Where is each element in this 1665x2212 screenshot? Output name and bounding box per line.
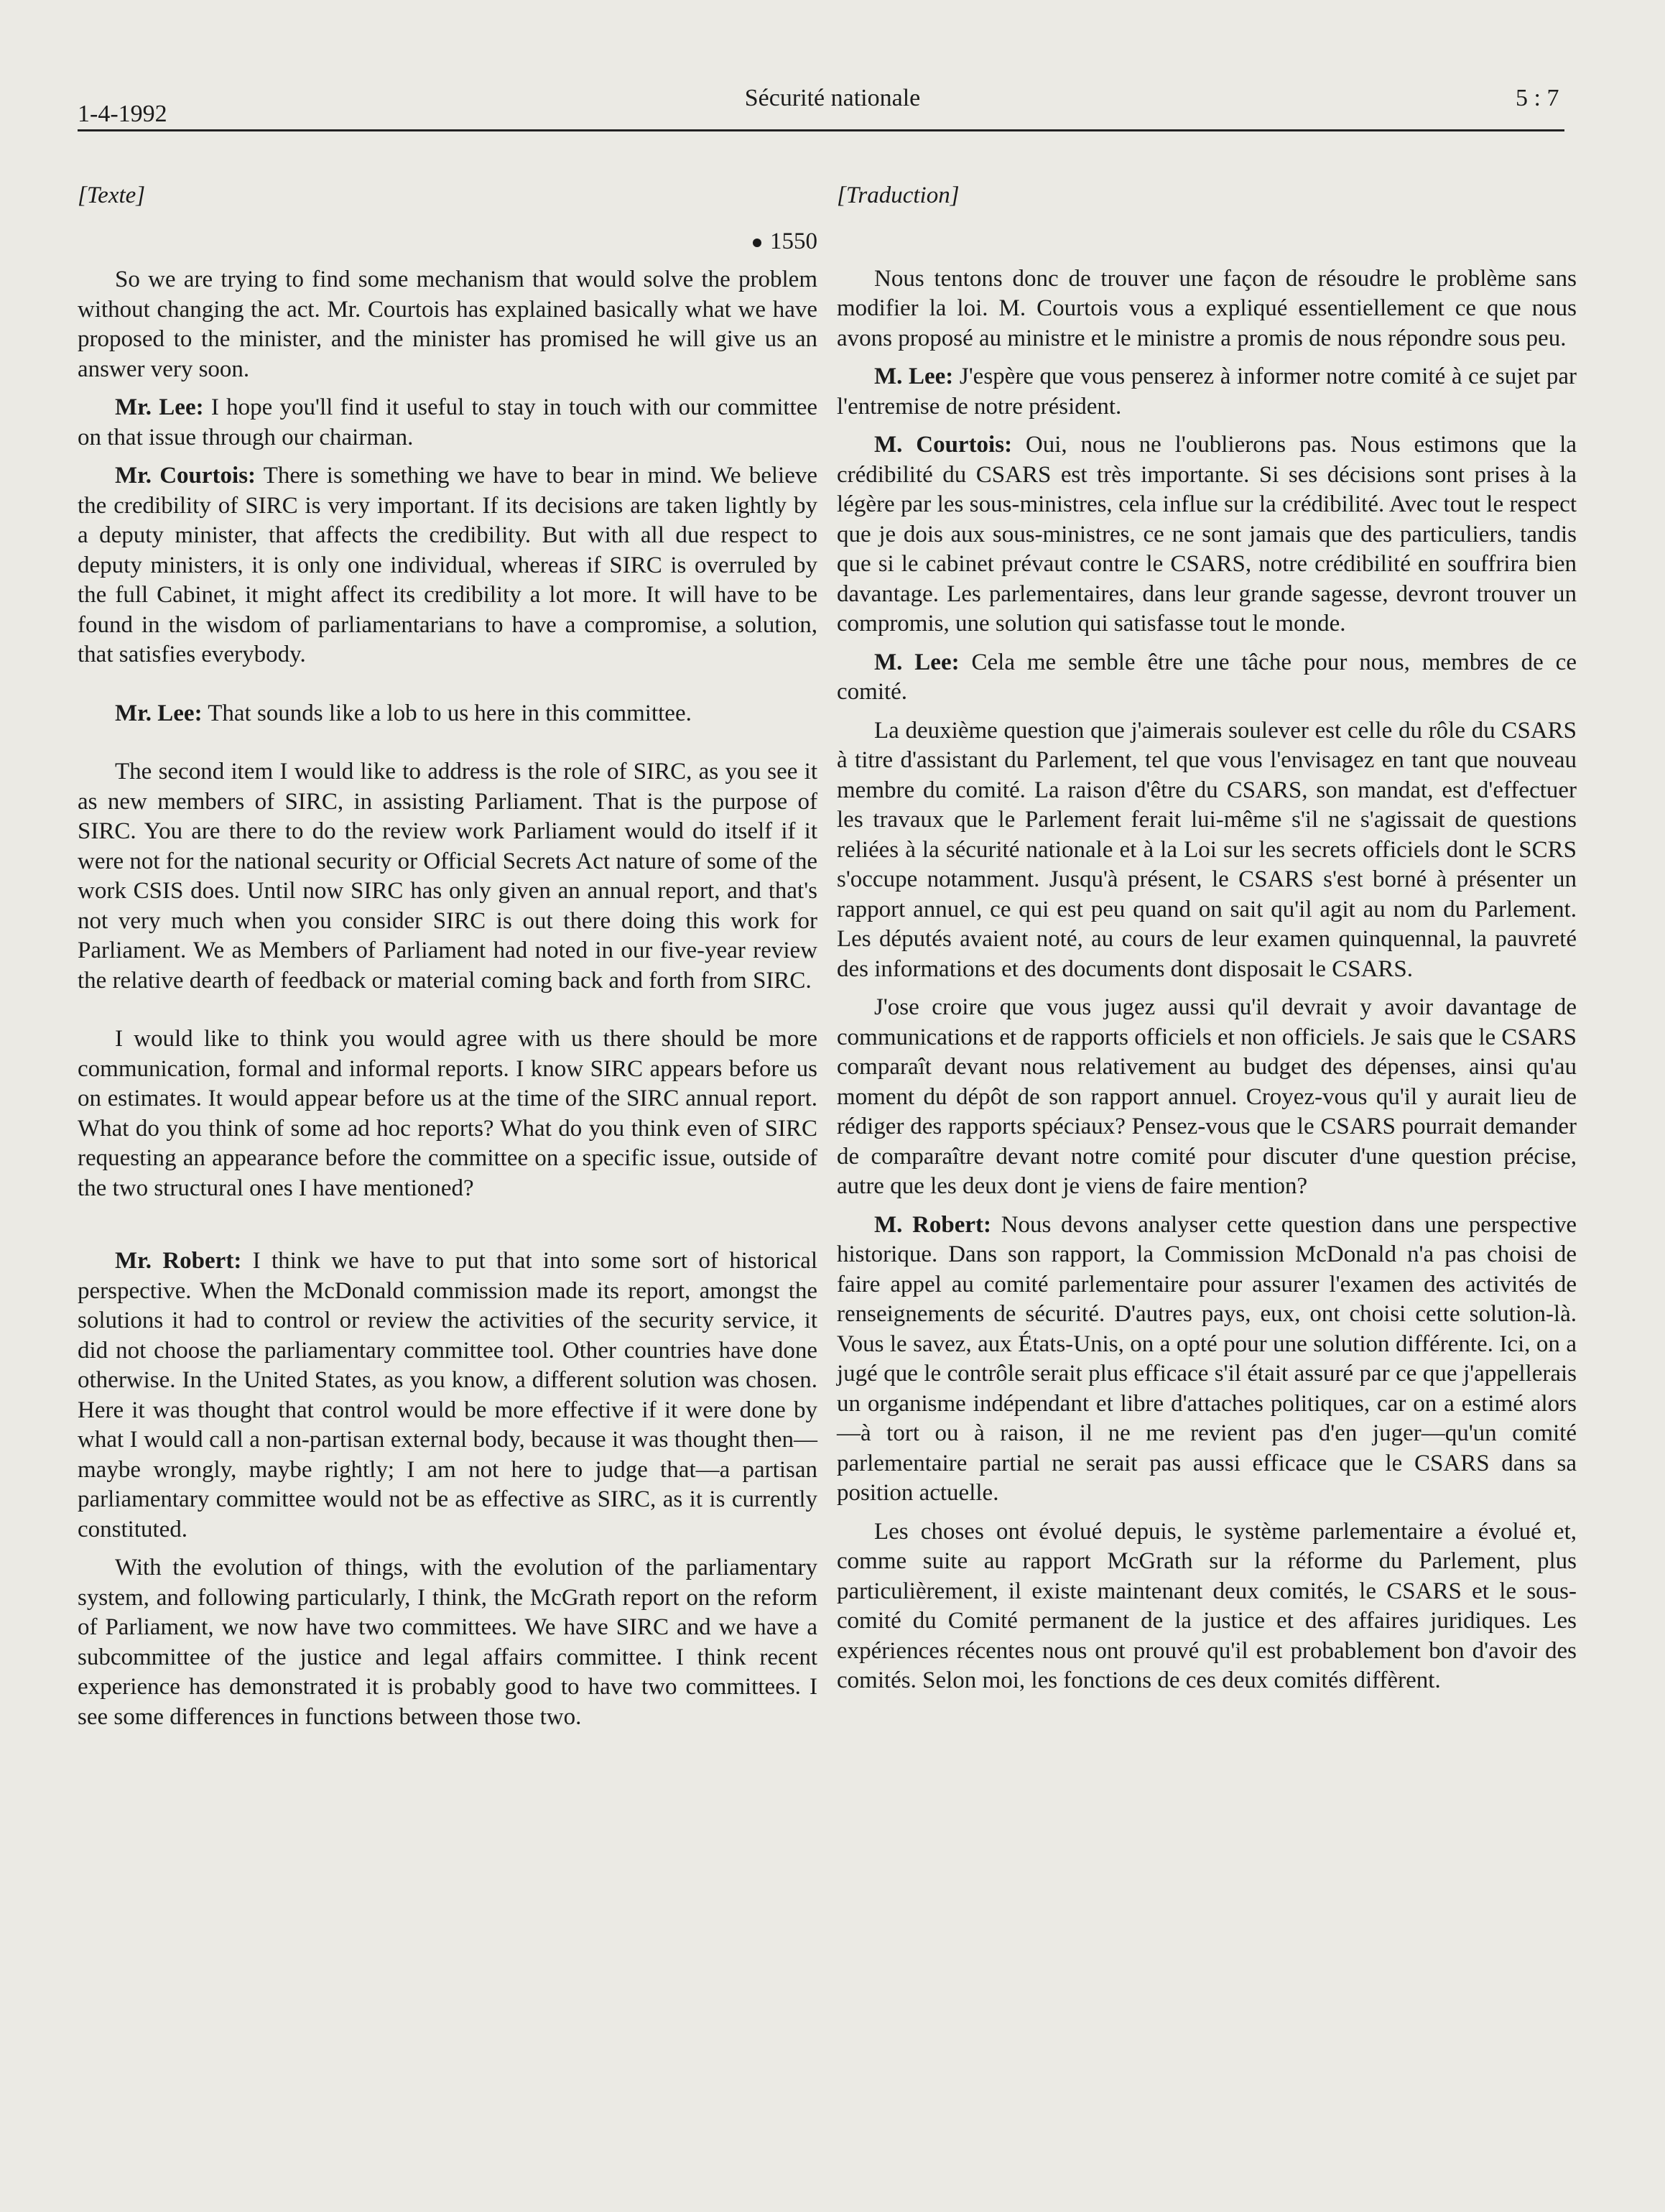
header-rule <box>78 129 1564 131</box>
paragraph <box>837 430 1577 639</box>
paragraph-text: Cela me semble être une tâche pour nous, membres de ce comité. <box>837 649 1577 705</box>
paragraph-text: The second item I would like to address is the role of SIRC, as you see it as new members of SIRC, in assisting Parliament. That is the purpose of SIRC. You are there to do the review work Parliament would do itself if it were not for the national security or Official Secrets Act nature of some of the work CSIS does. Until now SIRC has only given an annual report, and that's not very much when you consider SIRC is out there doing this work for Parliament. We as Members of Parliament had noted in our five-year review the relative dearth of feedback or material coming back and forth from SIRC. <box>78 759 817 994</box>
speaker-name: Mr. Lee: <box>115 394 204 420</box>
column-label-texte: [Texte] <box>78 182 146 208</box>
paragraph <box>78 265 817 384</box>
paragraph <box>837 648 1577 708</box>
paragraph <box>837 716 1577 985</box>
header-date: 1-4-1992 <box>78 101 167 127</box>
paragraph <box>78 1024 817 1203</box>
right-column <box>837 172 1577 1705</box>
paragraph <box>837 993 1577 1202</box>
left-column <box>78 172 817 1741</box>
paragraph <box>78 461 817 670</box>
paragraph-text: I hope you'll find it useful to stay in touch with our committee on that issue through our chairman. <box>78 394 818 450</box>
header-title: Sécurité nationale <box>744 85 921 111</box>
speaker-name: Mr. Lee: <box>115 700 203 726</box>
paragraph <box>837 1517 1577 1696</box>
paragraph <box>78 699 817 729</box>
column-label-traduction: [Traduction] <box>837 182 960 208</box>
paragraph-text: I would like to think you would agree with us there should be more communication, formal and informal reports. I know SIRC appears before us on estimates. It would appear before us at the time of the SIRC annual report. What do you think of some ad hoc reports? What do you think even of SIRC requesting an appearance before the committee on a specific issue, outside of the two structural ones I have mentioned? <box>78 1026 817 1201</box>
paragraph <box>78 393 817 453</box>
paragraph <box>837 1211 1577 1509</box>
paragraph-text: J'espère que vous penserez à informer notre comité à ce sujet par l'entremise de notre président. <box>837 364 1577 420</box>
paragraph-text: Nous devons analyser cette question dans une perspective historique. Dans son rapport, la Commission McDonald n'a pas choisi de faire appel au comité parlementaire pour assurer l'examen des activités de renseignements de sécurité. D'autres pays, eux, ont choisi cette solution-là. Vous le savez, aux États-Unis, on a opté pour une solution différente. Ici, on a jugé que le contrôle serait plus efficace s'il était assuré par ce que j'appellerais un organisme indépendant et libre d'attaches politiques, car on a estimé alors—à tort ou à raison, il ne me revient pas d'en juger—qu'un comité parlementaire partial ne serait pas aussi efficace que le CSARS dans sa position actuelle. <box>837 1211 1577 1506</box>
speaker-name: M. Robert: <box>874 1211 992 1238</box>
paragraph-text: Nous tentons donc de trouver une façon de résoudre le problème sans modifier la loi. M. Courtois vous a expliqué essentiellement ce que nous avons proposé au ministre et le ministre a promis de nous répondre sous peu. <box>837 265 1577 351</box>
paragraph <box>78 757 817 996</box>
paragraph <box>78 1246 817 1545</box>
speaker-name: M. Lee: <box>874 649 960 675</box>
paragraph-text: J'ose croire que vous jugez aussi qu'il devrait y avoir davantage de communications et de rapports officiels et non officiels. Je sais que le CSARS comparaît devant nous relativement au budget des dépenses, ainsi qu'au moment du dépôt de son rapport annuel. Croyez-vous qu'il y aurait lieu de rédiger des rapports spéciaux? Pensez-vous que le CSARS pourrait demander de comparaître devant notre comité pour discuter d'une question précise, autre que les deux dont je viens de faire mention? <box>837 994 1577 1199</box>
speaker-name: Mr. Courtois: <box>115 463 256 489</box>
timestamp <box>78 227 817 257</box>
speaker-name: M. Courtois: <box>874 432 1013 458</box>
speaker-name: Mr. Robert: <box>115 1248 242 1274</box>
paragraph-text: I think we have to put that into some sort of historical perspective. When the McDonald commission made its report, amongst the solutions it had to control or review the activities of the security service, it did not choose the parliamentary committee tool. Other countries have done otherwise. In the United States, as you know, a different solution was chosen. Here it was thought that control would be more effective if it were done by what I would call a non-partisan external body, because it was thought then—maybe wrongly, maybe rightly; I am not here to judge that—a partisan parliamentary committee would not be as effective as SIRC, as it is currently constituted. <box>78 1248 817 1542</box>
paragraph-text: With the evolution of things, with the evolution of the parliamentary system, and following particularly, I think, the McGrath report on the reform of Parliament, we now have two committees. We have SIRC and we have a subcommittee of the justice and legal affairs committee. I think recent experience has demonstrated it is probably good to have two committees. I see some differences in functions between those two. <box>78 1555 817 1730</box>
paragraph-text: La deuxième question que j'aimerais soulever est celle du rôle du CSARS à titre d'assistant du Parlement, tel que vous l'envisagez en tant que nouveau membre du comité. La raison d'être du CSARS, son mandat, est d'effectuer les travaux que le Parlement ferait lui-même s'il ne s'agissait de questions reliées à la sécurité nationale et à la Loi sur les secrets officiels dont le SCRS s'occupe notamment. Jusqu'à présent, le CSARS s'est borné à présenter un rapport annuel, ce qui est peu quand on sait qu'il agit au nom du Parlement. Les députés avaient noté, au cours de leur examen quinquennal, la pauvreté des informations et des documents dont disposait le CSARS. <box>837 717 1577 982</box>
paragraph <box>837 362 1577 422</box>
paragraph-text: There is something we have to bear in mind. We believe the credibility of SIRC is very important. If its decisions are taken lightly by a deputy minister, that affects the credibility. But with all due respect to deputy ministers, it is only one individual, whereas if SIRC is overruled by the full Cabinet, it might affect its credibility a lot more. It will have to be found in the wisdom of parliamentarians to have a compromise, a solution, that satisfies everybody. <box>78 463 817 667</box>
bullet-icon <box>753 239 761 247</box>
timestamp-value: 1550 <box>770 228 817 254</box>
paragraph-text: That sounds like a lob to us here in this committee. <box>202 700 692 726</box>
paragraph <box>78 1553 817 1732</box>
paragraph <box>837 264 1577 354</box>
speaker-name: M. Lee: <box>874 364 954 389</box>
paragraph-text: Les choses ont évolué depuis, le système parlementaire a évolué et, comme suite au rapport McGrath sur la réforme du Parlement, plus particulièrement, il existe maintenant deux comités, le CSARS et le sous-comité du Comité permanent de la justice et des affaires juridiques. Les expériences récentes nous ont prouvé qu'il est probablement bon d'avoir des comités. Selon moi, les fonctions de ces deux comités diffèrent. <box>837 1518 1577 1693</box>
page-number: 5 : 7 <box>1516 85 1559 111</box>
paragraph-text: Oui, nous ne l'oublierons pas. Nous estimons que la crédibilité du CSARS est très importante. Si ses décisions sont prises à la légère par les sous-ministres, cela influe sur la crédibilité. Avec tout le respect que je dois aux sous-ministres, ce ne sont jamais que des particuliers, tandis que si le cabinet prévaut contre le CSARS, notre crédibilité en souffrira bien davantage. Les parlementaires, dans leur grande sagesse, devront trouver un compromis, une solution qui satisfasse tout le monde. <box>837 432 1577 637</box>
paragraph-text: So we are trying to find some mechanism that would solve the problem without changing the act. Mr. Courtois has explained basically what we have proposed to the minister, and the minister has promised he will give us an answer very soon. <box>78 267 817 382</box>
